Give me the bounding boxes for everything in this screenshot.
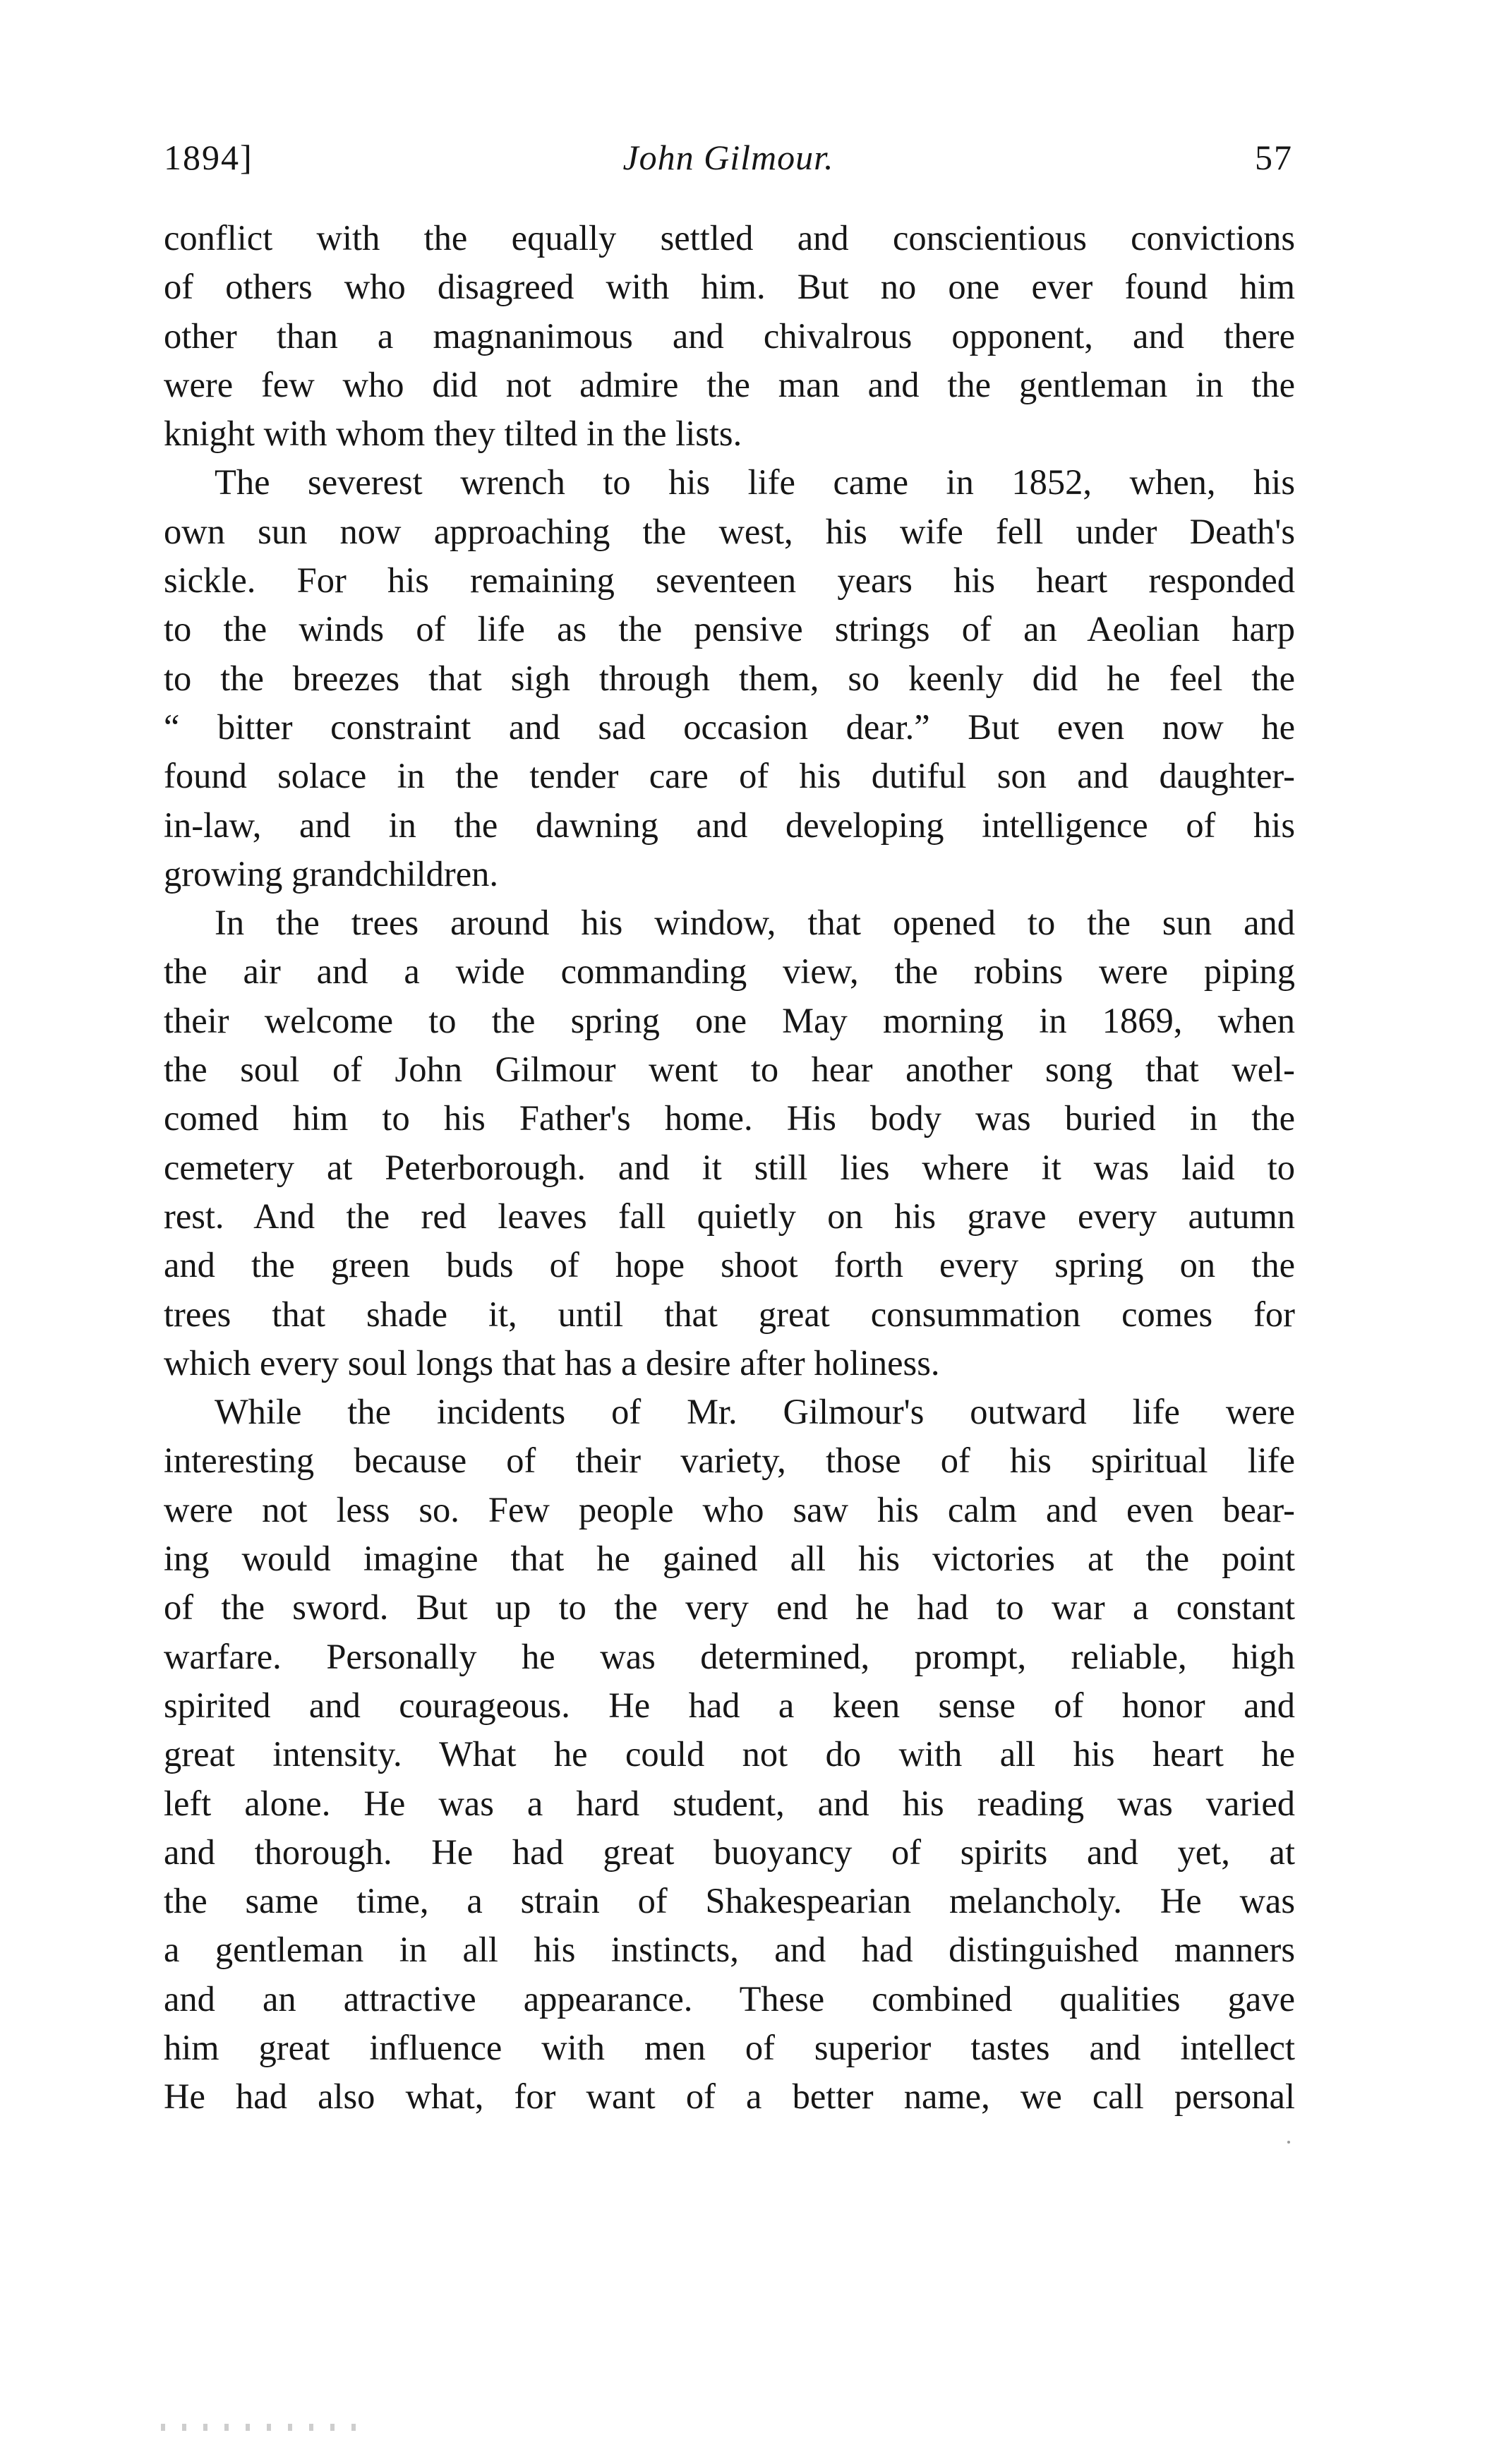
text-line: of others who disagreed with him. But no one ever found him — [164, 267, 1295, 307]
text-line: great intensity. What he could not do with all his heart he — [164, 1734, 1295, 1774]
text-line: conflict with the equally settled and conscientious convictions — [164, 218, 1295, 258]
text-line: ing would imagine that he gained all his victories at the point — [164, 1539, 1295, 1579]
text-line: the soul of John Gilmour went to hear another song that wel- — [164, 1050, 1295, 1090]
text-line: were few who did not admire the man and the gentleman in the — [164, 364, 1295, 404]
text-line: other than a magnanimous and chivalrous opponent, and there — [164, 315, 1295, 356]
text-line: comed him to his Father's home. His body was buried in the — [164, 1098, 1295, 1138]
page-speck — [1287, 2141, 1290, 2144]
scan-marks — [161, 2424, 366, 2431]
text-line: a gentleman in all his instincts, and had distinguished manners — [164, 1930, 1295, 1970]
text-line: warfare. Personally he was determined, prompt, reliable, high — [164, 1636, 1295, 1676]
text-line: and thorough. He had great buoyancy of spirits and yet, at — [164, 1832, 1295, 1872]
text-line: were not less so. Few people who saw his calm and even bear- — [164, 1489, 1295, 1530]
header-title: John Gilmour. — [622, 138, 834, 177]
text-line: trees that shade it, until that great consummation comes for — [164, 1294, 1295, 1334]
body-text — [164, 214, 1295, 2122]
text-line: cemetery at Peterborough. and it still lies where it was laid to — [164, 1147, 1295, 1187]
text-line: While the incidents of Mr. Gilmour's outward life were — [215, 1392, 1295, 1432]
running-head — [164, 129, 1293, 186]
text-line: found solace in the tender care of his dutiful son and daughter- — [164, 756, 1295, 796]
page-number: 57 — [1255, 138, 1293, 177]
text-line: spirited and courageous. He had a keen sense of honor and — [164, 1685, 1295, 1725]
text-line: sickle. For his remaining seventeen years his heart responded — [164, 560, 1295, 601]
text-line: and an attractive appearance. These combined qualities gave — [164, 1978, 1295, 2019]
text-line: The severest wrench to his life came in 1852, when, his — [215, 462, 1295, 503]
text-line: which every soul longs that has a desire after holiness. — [164, 1342, 940, 1383]
text-line: the air and a wide commanding view, the robins were piping — [164, 951, 1295, 992]
header-year: 1894] — [164, 138, 253, 177]
text-line: to the winds of life as the pensive strings of an Aeolian harp — [164, 609, 1295, 649]
text-line: the same time, a strain of Shakespearian melancholy. He was — [164, 1881, 1295, 1921]
text-line: and the green buds of hope shoot forth every spring on the — [164, 1245, 1295, 1285]
text-line: him great influence with men of superior tastes and intellect — [164, 2027, 1295, 2067]
text-line: He had also what, for want of a better name, we call personal — [164, 2077, 1295, 2117]
text-line: interesting because of their variety, those of his spiritual life — [164, 1441, 1295, 1481]
text-line: In the trees around his window, that opened to the sun and — [215, 903, 1295, 943]
text-line: to the breezes that sigh through them, so keenly did he feel the — [164, 658, 1295, 698]
text-line: growing grandchildren. — [164, 853, 499, 894]
text-line: left alone. He was a hard student, and his reading was varied — [164, 1783, 1295, 1823]
text-line: rest. And the red leaves fall quietly on his grave every autumn — [164, 1196, 1295, 1236]
text-line: their welcome to the spring one May morning in 1869, when — [164, 1000, 1295, 1040]
text-line: of the sword. But up to the very end he had to war a constant — [164, 1587, 1295, 1628]
text-line: own sun now approaching the west, his wife fell under Death's — [164, 511, 1295, 551]
text-line: “ bitter constraint and sad occasion dear.” But even now he — [164, 707, 1295, 747]
text-line: knight with whom they tilted in the lists. — [164, 414, 742, 454]
text-line: in-law, and in the dawning and developing intelligence of his — [164, 805, 1295, 845]
